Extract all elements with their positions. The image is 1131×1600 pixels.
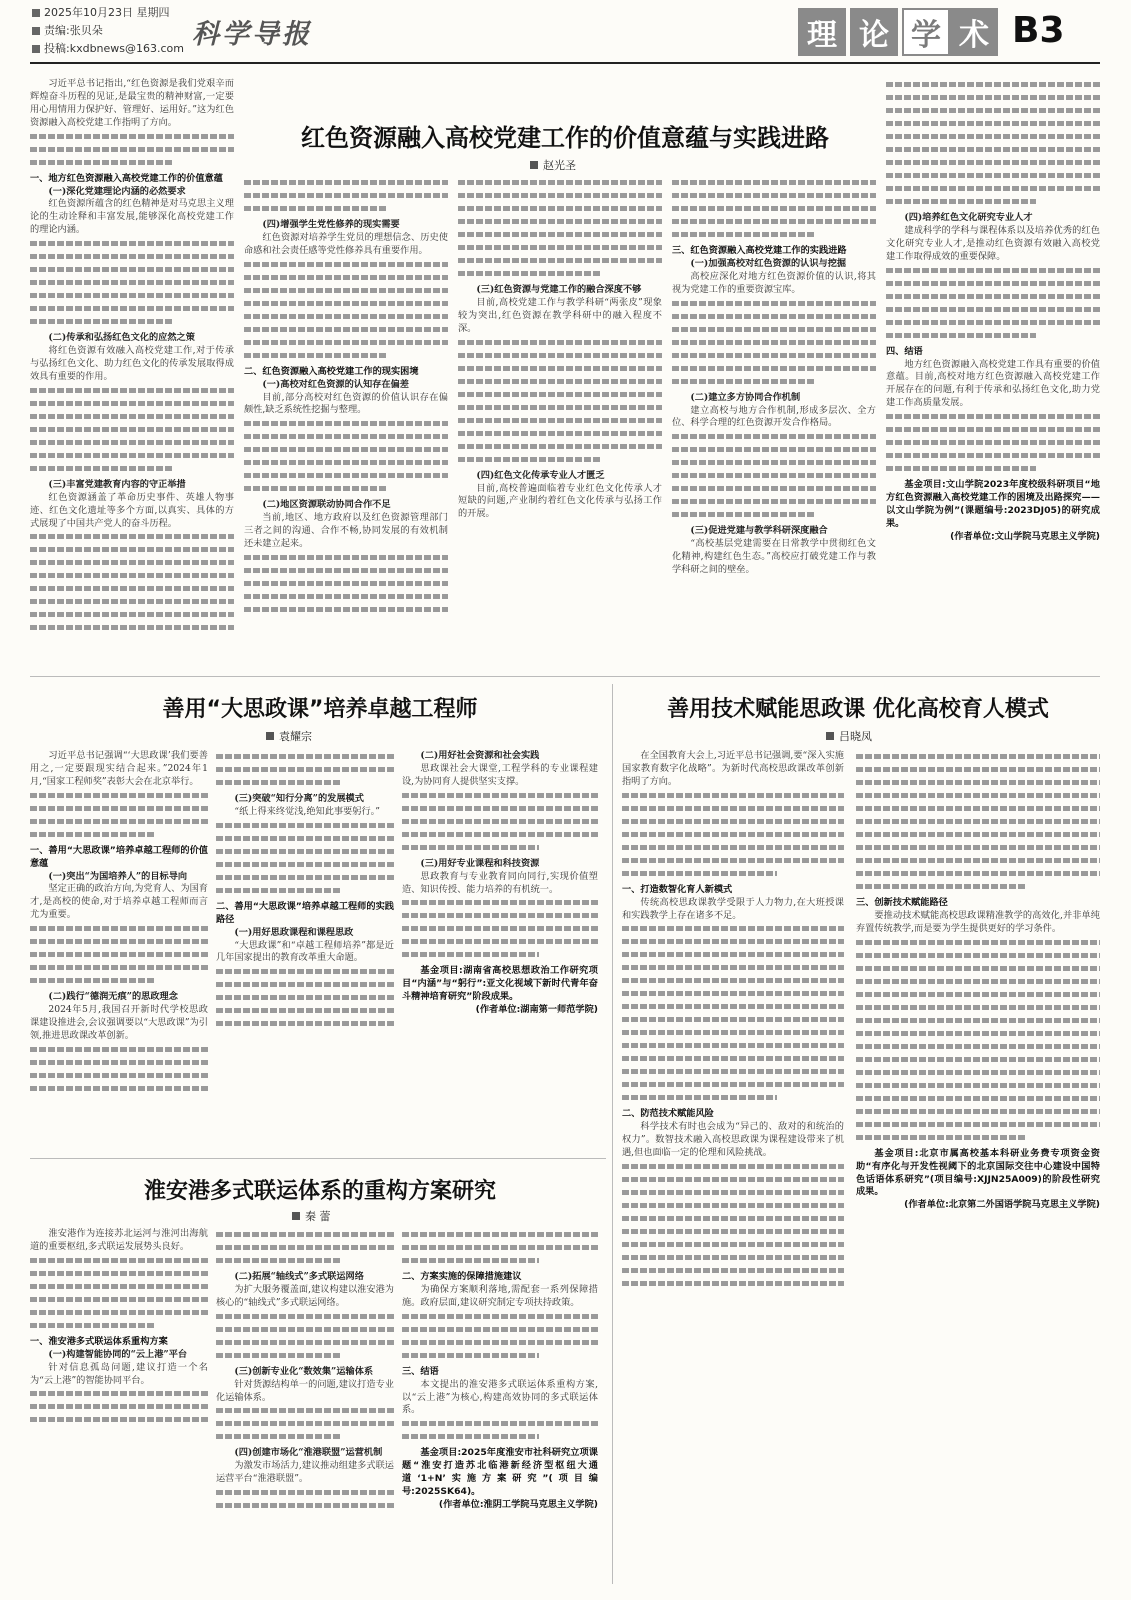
text-line-filler xyxy=(402,1327,598,1332)
text-line-filler xyxy=(622,806,844,811)
text-line-filler xyxy=(244,206,387,211)
text-line-filler xyxy=(30,819,208,824)
text-line-filler xyxy=(244,486,387,491)
text-line-filler xyxy=(30,926,208,931)
text-line-filler xyxy=(30,1086,208,1091)
text-line-filler xyxy=(216,1327,394,1332)
article3-author: 秦 蕾 xyxy=(292,1208,331,1224)
text-line-filler xyxy=(216,767,394,772)
article1-heading-1: 一、地方红色资源融入高校党建工作的价值意蕴 xyxy=(30,172,223,184)
text-line-filler xyxy=(216,780,341,785)
text-line-filler xyxy=(244,301,448,306)
text-line-filler xyxy=(30,134,234,139)
text-line-filler xyxy=(622,1255,844,1260)
text-line-filler xyxy=(622,1004,844,1009)
text-line-filler xyxy=(622,1268,844,1273)
text-line-filler xyxy=(672,180,876,185)
text-line-filler xyxy=(30,427,234,432)
article4-heading-2: 二、防范技术赋能风险 xyxy=(622,1108,714,1120)
section-char-1: 理 xyxy=(798,8,846,56)
article1-heading-2: 二、红色资源融入高校党建工作的现实困境 xyxy=(244,365,419,377)
text-line-filler xyxy=(402,1314,598,1319)
article2-fund: 基金项目:湖南省高校思想政治工作研究项目“内涵”与“躬行”:亚文化视域下新时代青年奋斗精神培育研究”阶段成果。 xyxy=(402,965,598,1003)
text-line-filler xyxy=(886,186,1100,191)
text-line-filler xyxy=(672,301,876,306)
text-line-filler xyxy=(672,499,876,504)
text-line-filler xyxy=(402,926,598,931)
text-line-filler xyxy=(622,1069,844,1074)
text-line-filler xyxy=(622,858,844,863)
text-line-filler xyxy=(30,453,234,458)
text-line-filler xyxy=(622,845,844,850)
text-line-filler xyxy=(856,992,1100,997)
text-line-filler xyxy=(30,573,234,578)
text-line-filler xyxy=(402,806,598,811)
text-line-filler xyxy=(30,306,234,311)
article1-sub-2: (二)传承和弘扬红色文化的应然之策 xyxy=(48,332,195,344)
text-line-filler xyxy=(30,160,173,165)
text-line-filler xyxy=(672,206,876,211)
text-line-filler xyxy=(672,193,876,198)
text-line-filler xyxy=(856,1109,1100,1114)
text-line-filler xyxy=(30,939,208,944)
text-line-filler xyxy=(856,966,1100,971)
article1-sub-5: (一)高校对红色资源的认知存在偏差 xyxy=(262,378,409,390)
text-line-filler xyxy=(886,453,1100,458)
text-line-filler xyxy=(402,1258,539,1263)
article2-unit: (作者单位:湖南第一师范学院) xyxy=(475,1004,598,1016)
contribution-email: 投稿:kxdbnews@163.com xyxy=(32,40,184,58)
text-line-filler xyxy=(402,900,598,905)
text-line-filler xyxy=(458,340,662,345)
text-line-filler xyxy=(622,1082,844,1087)
text-line-filler xyxy=(216,862,394,867)
text-line-filler xyxy=(216,836,394,841)
article2-author: 袁耀宗 xyxy=(266,728,312,744)
text-line-filler xyxy=(216,1503,394,1508)
text-line-filler xyxy=(672,434,876,439)
text-line-filler xyxy=(622,1216,844,1221)
text-line-filler xyxy=(886,427,1100,432)
text-line-filler xyxy=(244,340,448,345)
text-line-filler xyxy=(622,1242,844,1247)
text-line-filler xyxy=(30,440,234,445)
text-line-filler xyxy=(856,871,1100,876)
text-line-filler xyxy=(458,245,662,250)
text-line-filler xyxy=(622,991,844,996)
text-line-filler xyxy=(458,418,662,423)
text-line-filler xyxy=(30,1258,208,1263)
text-line-filler xyxy=(622,926,844,931)
text-line-filler xyxy=(672,340,876,345)
text-line-filler xyxy=(30,599,234,604)
text-line-filler xyxy=(458,232,662,237)
article3-col-3: 二、方案实施的保障措施建议 为确保方案顺利落地,需配套一系列保障措施。政府层面,建议研究制定专项扶持政策。 三、结语 本文提出的淮安港多式联运体系重构方案,以“云上港”为核心,构建高效协同的多式联运体系。 基金项目:2025年度淮安市社科研究立项课题“淮安打造苏北临港新经济型枢纽大通道‘1+N’实施方案研究”(项目编号:2025SK64)。 (作者单位:淮阴工学院马克思主义学院) xyxy=(402,1228,598,1584)
text-line-filler xyxy=(458,366,662,371)
text-line-filler xyxy=(30,414,234,419)
text-line-filler xyxy=(856,1018,1100,1023)
column-divider xyxy=(612,684,613,1584)
text-line-filler xyxy=(856,1096,1100,1101)
text-line-filler xyxy=(244,581,448,586)
text-line-filler xyxy=(244,193,448,198)
text-line-filler xyxy=(622,939,844,944)
section-char-2: 论 xyxy=(850,8,898,56)
text-line-filler xyxy=(622,1043,844,1048)
article4-col-2: 三、创新技术赋能路径 要推动技术赋能高校思政课精准教学的高效化,并非单纯弃置传统教学,而是要为学生提供更好的学习条件。 基金项目:北京市属高校基本科研业务费专项资金资助“有序化与开发性视阈下的北京国际交往中心建设中国特色话语体系研究”(项目编号:XJJN25A009)的阶段性研究成果。 (作者单位:北京第二外国语学院马克思主义学院) xyxy=(856,750,1100,1584)
masthead-logo: 科学导报 xyxy=(192,19,312,50)
text-line-filler xyxy=(458,271,601,276)
text-line-filler xyxy=(216,754,394,759)
text-line-filler xyxy=(30,612,234,617)
article2-col-2: (三)突破“知行分离”的发展模式 “纸上得来终觉浅,绝知此事要躬行。” 二、善用“大思政课”培养卓越工程师的实践路径 (一)用好思政课程和课程思政 “大思政课”和“卓越工程师培养”都是近几年国家提出的教育改革重大命题。 xyxy=(216,750,394,1150)
text-line-filler xyxy=(216,995,394,1000)
text-line-filler xyxy=(402,1340,598,1345)
text-line-filler xyxy=(402,913,598,918)
article1-sub-1: (一)深化党建理论内涵的必然要求 xyxy=(48,185,186,197)
text-line-filler xyxy=(216,1434,341,1439)
text-line-filler xyxy=(30,1284,208,1289)
article4-col-1: 在全国教育大会上,习近平总书记强调,要“深入实施国家教育数字化战略”。为新时代高校思政课改革创新指明了方向。 一、打造数智化育人新模式 传统高校思政课教学受限于人力物力,在大班授课和实践教学上存在诸多不足。 二、防范技术赋能风险 科学技术有时也会成为“异己的、敌对的和统治的权力”。数智技术融入高校思政课为课程建设带来了机遇,但也面临一定的伦理和风险挑战。 xyxy=(622,750,844,1584)
text-line-filler xyxy=(856,767,1100,772)
text-line-filler xyxy=(886,414,1100,419)
text-line-filler xyxy=(856,953,1100,958)
article1-fund: 基金项目:文山学院2023年度校级科研项目“地方红色资源融入高校党建工作的困境及出路探究——以文山学院为例”(课题编号:2023DJ05)的研究成果。 xyxy=(886,479,1100,529)
page-number: B3 xyxy=(1012,10,1065,51)
text-line-filler xyxy=(672,232,815,237)
text-line-filler xyxy=(30,1060,208,1065)
text-line-filler xyxy=(30,1271,208,1276)
section-divider-2 xyxy=(30,1158,606,1159)
article2-heading-1: 一、善用“大思政课”培养卓越工程师的价值意蕴 xyxy=(30,844,208,869)
text-line-filler xyxy=(216,1340,394,1345)
text-line-filler xyxy=(30,1073,208,1078)
text-line-filler xyxy=(244,314,448,319)
text-line-filler xyxy=(216,1314,394,1319)
text-line-filler xyxy=(244,288,448,293)
article3-title: 淮安港多式联运体系的重构方案研究 xyxy=(143,1179,496,1204)
text-line-filler xyxy=(622,978,844,983)
text-line-filler xyxy=(458,193,662,198)
text-line-filler xyxy=(622,1095,777,1100)
text-line-filler xyxy=(622,1030,844,1035)
article1-title: 红色资源融入高校党建工作的价值意蕴与实践进路 xyxy=(301,124,829,152)
text-line-filler xyxy=(458,457,601,462)
text-line-filler xyxy=(856,1070,1100,1075)
article1-heading-3: 三、红色资源融入高校党建工作的实践进路 xyxy=(672,245,847,256)
article1-sub-6: (二)地区资源联动协同合作不足 xyxy=(262,499,391,511)
text-line-filler xyxy=(622,1177,844,1182)
text-line-filler xyxy=(886,82,1100,87)
text-line-filler xyxy=(622,819,844,824)
article1-heading-4: 四、结语 xyxy=(886,345,923,357)
text-line-filler xyxy=(458,180,662,185)
text-line-filler xyxy=(856,1044,1100,1049)
text-line-filler xyxy=(856,940,1100,945)
text-line-filler xyxy=(402,1232,598,1237)
text-line-filler xyxy=(856,793,1100,798)
article1-sub-3: (三)丰富党建教育内容的守正举措 xyxy=(48,478,186,490)
text-line-filler xyxy=(458,379,662,384)
text-line-filler xyxy=(458,258,662,263)
text-line-filler xyxy=(402,793,598,798)
article1-sub-8: (四)红色文化传承专业人才匮乏 xyxy=(476,469,605,481)
text-line-filler xyxy=(244,568,448,573)
text-line-filler xyxy=(244,434,448,439)
article4-heading-3: 三、创新技术赋能路径 xyxy=(856,897,948,908)
text-line-filler xyxy=(30,1417,208,1422)
text-line-filler xyxy=(622,832,844,837)
text-line-filler xyxy=(30,1323,155,1328)
text-line-filler xyxy=(30,147,234,152)
text-line-filler xyxy=(30,560,234,565)
text-line-filler xyxy=(244,421,448,426)
text-line-filler xyxy=(30,293,234,298)
text-line-filler xyxy=(856,1122,1100,1127)
text-line-filler xyxy=(856,1135,1027,1140)
article3-heading-3: 三、结语 xyxy=(402,1365,439,1377)
text-line-filler xyxy=(622,1190,844,1195)
text-line-filler xyxy=(458,444,662,449)
text-line-filler xyxy=(402,952,539,957)
issue-date: 2025年10月23日 星期四 xyxy=(32,4,170,22)
article1-author: 赵光圣 xyxy=(530,157,576,173)
text-line-filler xyxy=(886,294,1100,299)
text-line-filler xyxy=(672,447,876,452)
text-line-filler xyxy=(622,1017,844,1022)
text-line-filler xyxy=(856,780,1100,785)
text-line-filler xyxy=(886,147,1100,152)
text-line-filler xyxy=(30,978,155,983)
text-line-filler xyxy=(886,320,1100,325)
article4-title: 善用技术赋能思政课 优化高校育人模式 xyxy=(667,697,1049,722)
text-line-filler xyxy=(244,180,448,185)
text-line-filler xyxy=(622,952,844,957)
text-line-filler xyxy=(622,793,844,798)
text-line-filler xyxy=(672,460,876,465)
text-line-filler xyxy=(216,1421,394,1426)
text-line-filler xyxy=(30,832,155,837)
text-line-filler xyxy=(622,1281,844,1286)
text-line-filler xyxy=(30,280,234,285)
article4-heading-1: 一、打造数智化育人新模式 xyxy=(622,883,733,895)
text-line-filler xyxy=(458,431,662,436)
article2-col-3: (二)用好社会资源和社会实践 思政课社会大课堂,工程学科的专业课程建设,为协同育人提供坚实支撑。 (三)用好专业课程和科技资源 思政教育与专业教育同向同行,实现价值塑造、知识传授、能力培养的有机统一。 基金项目:湖南省高校思想政治工作研究项目“内涵”与“躬行”:亚文化视域下新时代青年奋斗精神培育研究”阶段成果。 (作者单位:湖南第一师范学院) xyxy=(402,750,598,1016)
text-line-filler xyxy=(30,625,234,630)
text-line-filler xyxy=(216,823,394,828)
text-line-filler xyxy=(244,275,448,280)
text-line-filler xyxy=(30,965,208,970)
text-line-filler xyxy=(216,888,341,893)
text-line-filler xyxy=(216,982,394,987)
article1-sub-10: (二)建立多方协同合作机制 xyxy=(690,391,801,403)
article1-sub-12: (四)培养红色文化研究专业人才 xyxy=(904,212,1033,223)
text-line-filler xyxy=(30,547,234,552)
article3-unit: (作者单位:淮阴工学院马克思主义学院) xyxy=(438,1498,598,1510)
article3-fund: 基金项目:2025年度淮安市社科研究立项课题“淮安打造苏北临港新经济型枢纽大通道‘1+N’实施方案研究”(项目编号:2025SK64)。 xyxy=(402,1447,598,1498)
text-line-filler xyxy=(244,594,448,599)
article2-title: 善用“大思政课”培养卓越工程师 xyxy=(162,697,478,722)
text-line-filler xyxy=(458,353,662,358)
text-line-filler xyxy=(856,819,1100,824)
text-line-filler xyxy=(886,333,1036,338)
text-line-filler xyxy=(216,1353,341,1358)
text-line-filler xyxy=(856,1083,1100,1088)
text-line-filler xyxy=(216,1021,394,1026)
text-line-filler xyxy=(672,314,876,319)
text-line-filler xyxy=(886,108,1100,113)
text-line-filler xyxy=(622,1229,844,1234)
text-line-filler xyxy=(30,466,173,471)
text-line-filler xyxy=(622,871,777,876)
text-line-filler xyxy=(886,121,1100,126)
text-line-filler xyxy=(216,849,394,854)
text-line-filler xyxy=(30,1297,208,1302)
text-line-filler xyxy=(672,512,815,517)
text-line-filler xyxy=(402,1353,539,1358)
text-line-filler xyxy=(402,939,598,944)
text-line-filler xyxy=(458,392,662,397)
article3-col-2: (二)拓展“轴线式”多式联运网络 为扩大服务覆盖面,建议构建以淮安港为核心的“轴线式”多式联运网络。 (三)创新专业化“数效集”运输体系 针对货源结构单一的问题,建议打造专业化运输体系。 (四)创建市场化“淮港联盟”运营机制 为激发市场活力,建议推动组建多式联运运营平台“淮港联盟”。 xyxy=(216,1228,394,1584)
text-line-filler xyxy=(886,199,1036,204)
article1-sub-4: (四)增强学生党性修养的现实需要 xyxy=(262,219,400,230)
article1-col-1: 习近平总书记指出,“红色资源是我们党艰辛而辉煌奋斗历程的见证,是最宝贵的精神财富,一定要用心用情用力保护好、管理好、运用好。”这为红色资源融入高校党建工作指明了方向。 一、地方红色资源融入高校党建工作的价值意蕴 (一)深化党建理论内涵的必然要求 红色资源所蕴含的红色精神是对马克思主义理论的生动诠释和丰富发展,能够深化高校党建工作的理论内涵。 (二)传承和弘扬红色文化的应然之策 将红色资源有效融入高校党建工作,对于传承与弘扬红色文化、助力红色文化的传承发展取得成效具有重要的作用。 (三)丰富党建教育内容的守正举措 红色资源涵盖了革命历史事件、英雄人物事迹、红色文化遗址等多个方面,以真实、具体的方式展现了中国共产党人的奋斗历程。 xyxy=(30,78,234,668)
text-line-filler xyxy=(856,806,1100,811)
text-line-filler xyxy=(30,586,234,591)
text-line-filler xyxy=(672,366,876,371)
text-line-filler xyxy=(856,754,1100,759)
article2-heading-2: 二、善用“大思政课”培养卓越工程师的实践路径 xyxy=(216,900,394,925)
article1-col-4: 三、红色资源融入高校党建工作的实践进路 (一)加强高校对红色资源的认识与挖掘 高校应深化对地方红色资源价值的认识,将其视为党建工作的重要资源宝库。 (二)建立多方协同合作机制 建立高校与地方合作机制,形成多层次、全方位、科学合理的红色资源开发合作格局。 (三)促进党建与教学科研深度融合 “高校基层党建需要在日常教学中贯彻红色文化精神,构建红色生态。”高校应打破党建工作与教学科研之间的壁垒。 xyxy=(672,176,876,668)
text-line-filler xyxy=(30,1391,208,1396)
text-line-filler xyxy=(458,219,662,224)
article4-author: 吕晓凤 xyxy=(826,728,872,744)
article4-unit: (作者单位:北京第二外国语学院马克思主义学院) xyxy=(904,1199,1100,1211)
text-line-filler xyxy=(244,327,448,332)
text-line-filler xyxy=(216,1490,394,1495)
text-line-filler xyxy=(30,806,208,811)
text-line-filler xyxy=(30,534,234,539)
text-line-filler xyxy=(402,1434,539,1439)
text-line-filler xyxy=(856,1031,1100,1036)
article4-fund: 基金项目:北京市属高校基本科研业务费专项资金资助“有序化与开发性视阈下的北京国际交往中心建设中国特色话语体系研究”(项目编号:XJJN25A009)的阶段性研究成果。 xyxy=(856,1147,1100,1198)
text-line-filler xyxy=(672,353,876,358)
text-line-filler xyxy=(672,219,876,224)
article1-sub-7: (三)红色资源与党建工作的融合深度不够 xyxy=(476,284,642,295)
text-line-filler xyxy=(622,1056,844,1061)
article1-col-2: (四)增强学生党性修养的现实需要 红色资源对培养学生党员的理想信念、历史使命感和社会责任感等党性修养具有重要作用。 二、红色资源融入高校党建工作的现实困境 (一)高校对红色资源的认知存在偏差 目前,部分高校对红色资源的价值认识存在偏颇性,缺乏系统性挖掘与整理。 (二)地区资源联动协同合作不足 当前,地区、地方政府以及红色资源管理部门三者之间的沟通、合作不畅,协同发展的有效机制还未建立起来。 xyxy=(244,176,448,668)
text-line-filler xyxy=(856,832,1100,837)
text-line-filler xyxy=(856,1005,1100,1010)
text-line-filler xyxy=(622,965,844,970)
text-line-filler xyxy=(886,268,1100,273)
text-line-filler xyxy=(30,388,234,393)
article1-unit: (作者单位:文山学院马克思主义学院) xyxy=(950,530,1100,542)
text-line-filler xyxy=(244,447,448,452)
text-line-filler xyxy=(402,1245,598,1250)
text-line-filler xyxy=(216,969,394,974)
article1-sub-9: (一)加强高校对红色资源的认识与挖掘 xyxy=(690,257,847,269)
article1-intro: 习近平总书记指出,“红色资源是我们党艰辛而辉煌奋斗历程的见证,是最宝贵的精神财富,一定要用心用情用力保护好、管理好、运用好。”这为红色资源融入高校党建工作指明了方向。 xyxy=(30,78,234,128)
text-line-filler xyxy=(216,1232,394,1237)
text-line-filler xyxy=(886,466,1036,471)
text-line-filler xyxy=(216,1258,341,1263)
text-line-filler xyxy=(856,884,1027,889)
text-line-filler xyxy=(30,1310,208,1315)
text-line-filler xyxy=(856,845,1100,850)
text-line-filler xyxy=(402,845,539,850)
text-line-filler xyxy=(216,1408,394,1413)
text-line-filler xyxy=(30,1404,208,1409)
text-line-filler xyxy=(244,460,448,465)
text-line-filler xyxy=(244,353,387,358)
text-line-filler xyxy=(886,160,1100,165)
text-line-filler xyxy=(856,858,1100,863)
text-line-filler xyxy=(402,832,598,837)
text-line-filler xyxy=(886,134,1100,139)
article1-col-3: (三)红色资源与党建工作的融合深度不够 目前,高校党建工作与教学科研“两张皮”现象较为突出,红色资源在教学科研中的融入程度不深。 (四)红色文化传承专业人才匮乏 目前,高校普遍面临着专业红色文化传承人才短缺的问题,产业制约着红色文化传承与弘扬工作的开展。 xyxy=(458,176,662,668)
text-line-filler xyxy=(244,473,448,478)
article1-col-5: (四)培养红色文化研究专业人才 建成科学的学科与课程体系以及培养优秀的红色文化研究专业人才,是推动红色资源有效融入高校党建工作取得成效的重要保障。 四、结语 地方红色资源融入高校党建工作具有重要的价值意蕴。目前,高校对地方红色资源融入高校党建工作开展存在的问题,有利于传承和弘扬红色文化,助力党建工作高质量发展。 基金项目:文山学院2023年度校级科研项目“地方红色资源融入高校党建工作的困境及出路探究——以文山学院为例”(课题编号:2023DJ05)的研究成果。 (作者单位:文山学院马克思主义学院) xyxy=(886,78,1100,668)
text-line-filler xyxy=(30,1047,208,1052)
article3-heading-2: 二、方案实施的保障措施建议 xyxy=(402,1271,522,1282)
text-line-filler xyxy=(244,607,448,612)
article3-heading-1: 一、淮安港多式联运体系重构方案 xyxy=(30,1335,168,1347)
text-line-filler xyxy=(244,555,448,560)
text-line-filler xyxy=(30,241,234,246)
text-line-filler xyxy=(216,875,394,880)
text-line-filler xyxy=(672,379,815,384)
text-line-filler xyxy=(622,1203,844,1208)
header-rule xyxy=(30,62,1100,64)
text-line-filler xyxy=(402,819,598,824)
section-char-3: 学 xyxy=(902,8,950,56)
text-line-filler xyxy=(886,307,1100,312)
text-line-filler xyxy=(402,1421,598,1426)
text-line-filler xyxy=(30,952,208,957)
text-line-filler xyxy=(886,281,1100,286)
text-line-filler xyxy=(856,979,1100,984)
text-line-filler xyxy=(30,793,208,798)
text-line-filler xyxy=(216,1245,394,1250)
text-line-filler xyxy=(216,1008,394,1013)
text-line-filler xyxy=(30,267,234,272)
text-line-filler xyxy=(886,440,1100,445)
text-line-filler xyxy=(244,262,448,267)
text-line-filler xyxy=(30,319,173,324)
text-line-filler xyxy=(458,405,662,410)
text-line-filler xyxy=(622,1164,844,1169)
text-line-filler xyxy=(30,401,234,406)
text-line-filler xyxy=(672,473,876,478)
text-line-filler xyxy=(886,95,1100,100)
text-line-filler xyxy=(672,327,876,332)
text-line-filler xyxy=(672,486,876,491)
text-line-filler xyxy=(458,206,662,211)
article3-col-1: 淮安港作为连接苏北运河与淮河出海航道的重要枢纽,多式联运发展势头良好。 一、淮安港多式联运体系重构方案 (一)构建智能协同的“云上港”平台 针对信息孤岛问题,建议打造一个名为“云上港”的智能协同平台。 xyxy=(30,1228,208,1584)
editor-line: 责编:张贝朵 xyxy=(32,22,103,40)
text-line-filler xyxy=(30,254,234,259)
text-line-filler xyxy=(886,173,1100,178)
text-line-filler xyxy=(856,1057,1100,1062)
section-char-4: 术 xyxy=(950,8,998,56)
article2-col-1: 习近平总书记强调“‘大思政课’我们要善用之,一定要跟现实结合起来。”2024年1月,“国家工程师奖”表彰大会在北京举行。 一、善用“大思政课”培养卓越工程师的价值意蕴 (一)突出“为国培养人”的目标导向 坚定正确的政治方向,为党育人、为国育才,是高校的使命,对于培养卓越工程师而言尤为重要。 (二)践行“德润无痕”的思政理念 2024年5月,我国召开新时代学校思政课建设推进会,会议强调要以“大思政课”为引领,推进思政课改革创新。 xyxy=(30,750,208,1150)
section-divider-1 xyxy=(30,676,1100,677)
article1-sub-11: (三)促进党建与教学科研深度融合 xyxy=(690,525,828,537)
